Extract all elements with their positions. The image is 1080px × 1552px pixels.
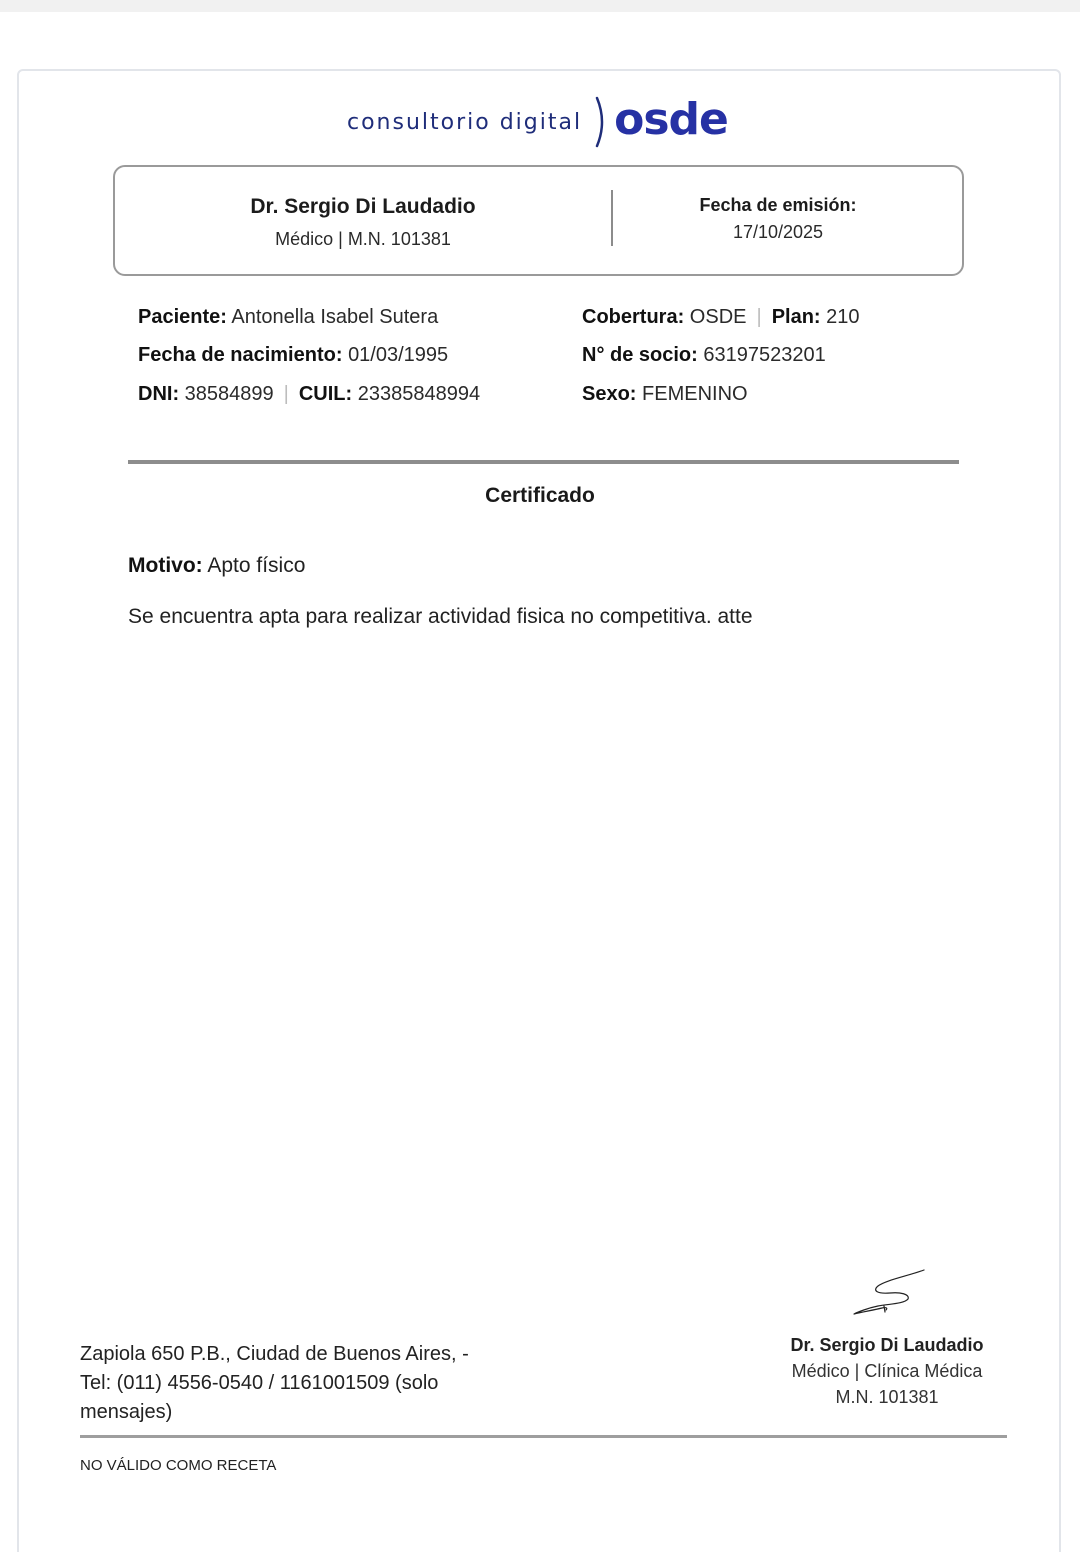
- signer-role: Médico | Clínica Médica: [791, 1361, 983, 1381]
- doctor-name: Dr. Sergio Di Laudadio: [250, 195, 476, 218]
- clinic-address: [80, 1340, 520, 1427]
- doctor-subtitle: Médico | M.N. 101381: [275, 229, 451, 249]
- signature-icon: [848, 1266, 932, 1318]
- section-divider: [128, 460, 959, 464]
- member-number-row: [582, 344, 826, 367]
- certificate-title: Certificado: [485, 484, 595, 507]
- member-number: 63197523201: [703, 344, 826, 366]
- logo-tagline: consultorio digital: [347, 109, 583, 135]
- coverage-label: Cobertura:: [582, 306, 685, 328]
- id-row: [138, 383, 480, 406]
- reason-row: [128, 554, 305, 578]
- certificate-page: [17, 69, 1061, 1552]
- logo-parenthesis-icon: [594, 96, 608, 148]
- issue-date-value: 17/10/2025: [732, 222, 824, 242]
- separator: |: [756, 306, 762, 328]
- plan-value: 210: [826, 306, 860, 328]
- issue-date-block: [613, 167, 943, 274]
- sex-row: [582, 383, 748, 406]
- cuil-label: CUIL:: [298, 383, 353, 405]
- sex-label: Sexo:: [582, 383, 637, 405]
- header-card: [113, 165, 964, 276]
- address-line: Tel: (011) 4556-0540 / 1161001509 (solo: [80, 1372, 439, 1394]
- reason-label: Motivo:: [128, 554, 203, 577]
- coverage-row: [582, 306, 860, 329]
- member-number-label: N° de socio:: [582, 344, 698, 366]
- birth-date-label: Fecha de nacimiento:: [138, 344, 343, 366]
- signer-name: Dr. Sergio Di Laudadio: [790, 1335, 984, 1355]
- doctor-block: [115, 167, 611, 274]
- dni-label: DNI:: [138, 383, 180, 405]
- issue-date-label: Fecha de emisión:: [699, 195, 857, 215]
- address-line: mensajes): [80, 1401, 173, 1423]
- sex-value: FEMENINO: [642, 383, 748, 405]
- dni-value: 38584899: [184, 383, 274, 405]
- patient-name-label: Paciente:: [138, 306, 227, 328]
- certificate-body: Se encuentra apta para realizar actividad fisica no competitiva. atte: [128, 605, 753, 628]
- coverage-value: OSDE: [689, 306, 747, 328]
- patient-name: Antonella Isabel Sutera: [231, 306, 439, 328]
- cuil-value: 23385848994: [357, 383, 481, 405]
- signer-license: M.N. 101381: [835, 1387, 939, 1407]
- reason-value: Apto físico: [207, 554, 306, 577]
- address-line: Zapiola 650 P.B., Ciudad de Buenos Aires, -: [80, 1343, 469, 1365]
- logo-brand: osde: [614, 93, 728, 145]
- separator: |: [283, 383, 289, 405]
- top-status-bar: [0, 0, 1080, 12]
- birth-date-row: [138, 344, 448, 367]
- footer-divider: [80, 1435, 1007, 1438]
- disclaimer: NO VÁLIDO COMO RECETA: [80, 1457, 277, 1474]
- plan-label: Plan:: [771, 306, 821, 328]
- osde-logo: [347, 94, 728, 150]
- birth-date: 01/03/1995: [348, 344, 449, 366]
- patient-name-row: [138, 306, 438, 329]
